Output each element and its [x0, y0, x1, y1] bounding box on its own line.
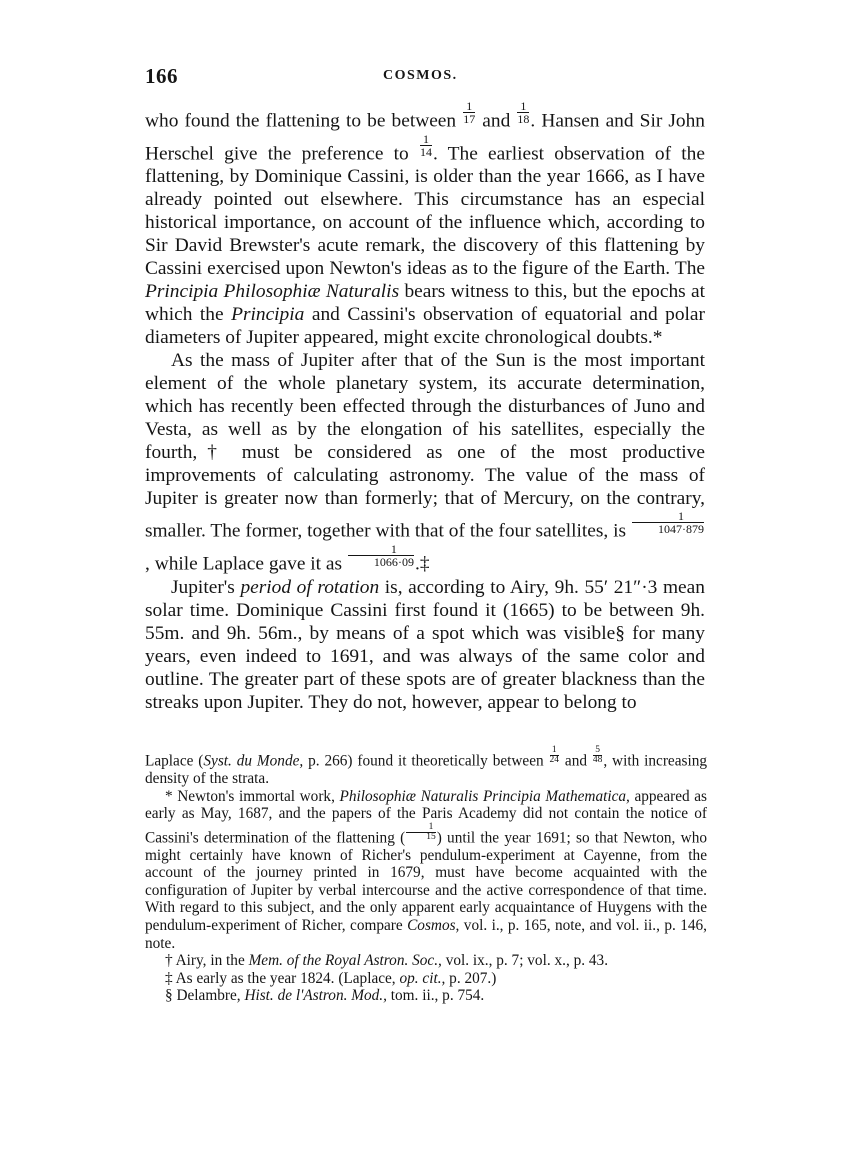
fraction: [593, 746, 602, 766]
text-run: tom. ii., p. 754.: [386, 987, 485, 1005]
page-number: 166: [145, 64, 178, 88]
fraction: [632, 510, 704, 535]
text-run: ‡ As early as the year 1824. (Laplace,: [165, 969, 400, 987]
fraction-denominator: 1047·879: [632, 522, 704, 535]
fraction-numerator: 1: [422, 131, 429, 146]
fraction-denominator: 48: [592, 755, 603, 766]
text-run: * Newton's immortal work,: [165, 787, 340, 805]
fraction-denominator: 1066·09: [348, 555, 414, 568]
italic-term: period of rotation: [240, 576, 380, 598]
fraction: [348, 543, 414, 568]
italic-title: Principia Philosophiæ Naturalis: [145, 281, 400, 303]
text-run: who found the flattening to be between: [145, 110, 463, 132]
footnotes: [145, 746, 707, 1005]
fraction-numerator: 1: [551, 745, 557, 755]
fraction: [420, 133, 432, 158]
text-run: is, according to Airy, 9h. 55′ 21″·3 mean solar time. Dominique Cassini first found it (1665) to be between 9h. 55m. and 9h. 56m., by means of a spot which was visible§ for many years, even indeed to 1691, and was always of the same color and outline. The greater part of these spots are of greater blackness than the streaks upon Jupiter. They do not, however, appear to belong to: [145, 576, 705, 713]
fraction: [517, 100, 529, 125]
footnote-continuation: [145, 746, 707, 788]
text-run: As the mass of Jupiter after that of the Sun is the most important element of the whole planetary system, its accurate determination, which has recently been effected through the disturbances of Juno and Vesta, as well as by the elongation of his satellites, especially the fourth,† must be considered as one of the most productive improvements of calculating astronomy. The value of the mass of Jupiter is greater now than formerly; that of Mercury, on the contrary, smaller. The former, together with that of the four satellites, is: [145, 350, 705, 542]
text-run: . The earliest observation of the flattening, by Dominique Cassini, is older than the year 1666, as I have already pointed out elsewhere. This circumstance has an especial historical importance, on account of the influence which, according to Sir David Brewster's acute remark, the discovery of this flattening by Cassini exercised upon Newton's ideas as to the figure of the Earth. The: [145, 143, 705, 280]
text-run: Laplace (: [145, 752, 204, 770]
text-run: p. 266) found it theoretically between: [303, 752, 549, 770]
fraction-numerator: 1: [390, 541, 397, 556]
fraction: [406, 823, 435, 843]
italic-title: Hist. de l'Astron. Mod.,: [244, 987, 387, 1005]
text-run: appeared as early as May, 1687, and the papers of the Paris Academy did not contain the notice of Cassini's determination of the flattening (: [145, 787, 707, 847]
fraction-denominator: 15: [406, 832, 435, 842]
fraction-denominator: 17: [463, 112, 476, 127]
italic-title: Philosophiæ Naturalis Principia Mathematica,: [339, 787, 630, 805]
text-run: vol. ix., p. 7; vol. x., p. 43.: [441, 952, 609, 970]
footnote-dagger: [145, 952, 707, 970]
text-run: † Airy, in the: [165, 952, 249, 970]
footnote-section: [145, 987, 707, 1005]
fraction-numerator: 1: [520, 99, 527, 113]
text-run: .‡: [414, 553, 430, 575]
italic-title: Syst. du Monde,: [203, 752, 304, 770]
paragraph-mass-of-jupiter: [145, 349, 705, 575]
text-run: bears witness to this, but the epochs at which the: [145, 281, 705, 326]
italic-title: Cosmos,: [407, 917, 460, 934]
fraction-denominator: 24: [549, 755, 560, 766]
fraction: [463, 100, 475, 125]
fraction-numerator: 1: [428, 821, 434, 832]
fraction-numerator: 5: [595, 745, 600, 755]
fraction-denominator: 18: [517, 112, 530, 127]
text-run: vol. i., p. 165, note, and vol. ii., p. 146, note.: [145, 917, 708, 952]
text-run: and: [560, 752, 592, 770]
text-run: ) until the year 1691; so that Newton, who might certainly have known of Richer's pendulum-experiment at Cayenne, from the account of the journey printed in 1679, must have become acquainted with the configuration of Jupiter by verbal intercourse and the active correspondence of that time. With regard to this subject, and the only apparent early acquaintance of Huygens with the pendulum-experiment of Richer, compare: [145, 829, 707, 934]
body-text: [145, 100, 705, 714]
text-run: § Delambre,: [165, 987, 245, 1005]
paragraph-flattening: [145, 100, 705, 349]
text-run: and Cassini's observation of equatorial and polar diameters of Jupiter appeared, might excite chronological doubts.*: [145, 304, 705, 349]
fraction: [550, 746, 559, 766]
paragraph-rotation: [145, 576, 705, 714]
page-header: [145, 64, 705, 92]
italic-title: Principia: [231, 304, 305, 326]
text-run: . Hansen and Sir John Herschel give the preference to: [145, 110, 705, 165]
text-run: p. 207.): [445, 969, 497, 987]
fraction-numerator: 1: [677, 509, 684, 524]
text-run: Jupiter's: [171, 576, 241, 598]
text-run: , while Laplace gave it as: [145, 553, 347, 575]
text-run: , with increasing density of the strata.: [145, 752, 707, 787]
footnote-double-dagger: [145, 970, 707, 988]
italic-title: op. cit.,: [399, 969, 446, 987]
fraction-denominator: 14: [419, 144, 432, 159]
running-title: COSMOS.: [383, 68, 458, 83]
text-run: and: [476, 110, 517, 132]
fraction-numerator: 1: [466, 99, 473, 113]
footnote-asterisk: [145, 788, 707, 953]
italic-title: Mem. of the Royal Astron. Soc.,: [248, 952, 442, 970]
